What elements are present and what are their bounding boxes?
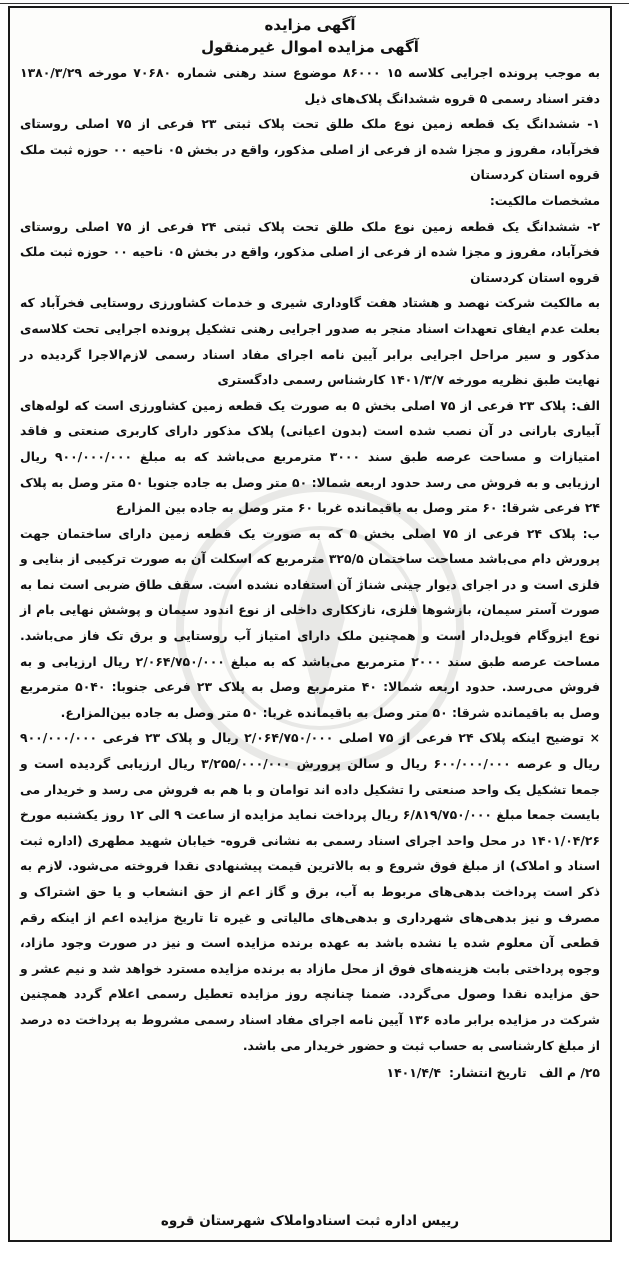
paragraph-intro: به موجب پرونده اجرایی کلاسه ۱۵ ۸۶۰۰۰ موضوع سند رهنی شماره ۷۰۶۸۰ مورخه ۱۳۸۰/۳/۲۹ دفتر اسناد رسمی ۵ قروه ششدانگ پلاک‌های ذیل [20,65,600,106]
top-rule [0,3,629,4]
notice-code: ۲۵/ م الف [538,1065,600,1081]
paragraph-conditions: × توضیح اینکه پلاک ۲۴ فرعی از ۷۵ اصلی ۲/۰۶۴/۷۵۰/۰۰۰ ریال و پلاک ۲۳ فرعی ۹۰۰/۰۰۰/۰۰۰ ریال و عرصه ۶۰۰/۰۰۰/۰۰۰ ریال و سالن پرورش ۳/۲۵۵/۰۰۰/۰۰۰ ریال ارزیابی گردیده است و جمعا تشکیل یک واحد صنعتی را تشکیل داده اند توامان و با هم به فروش می رسد و خریدار می بایست جمعا مبلغ ۶/۸۱۹/۷۵۰/۰۰۰ ریال پرداخت نماید مزایده از ساعت ۹ الی ۱۲ روز یکشنبه مورخ ۱۴۰۱/۰۴/۲۶ در محل واحد اجرای اسناد رسمی به نشانی قروه- خیابان شهید مطهری (اداره ثبت اسناد و املاک) از مبلغ فوق شروع و به بالاترین قیمت پیشنهادی نقدا فروخته می‌شود. لازم به ذکر است پرداخت بدهی‌های مربوط به آب، برق و گاز اعم از حق انشعاب و یا حق اشتراک و مصرف و نیز بدهی‌های شهرداری و بدهی‌های مالیاتی و غیره تا تاریخ مزایده اعم از اینکه رقم قطعی آن معلوم شده یا نشده باشد به عهده برنده مزایده است و نیز در صورت وجود مازاد، وجوه پرداختی بابت هزینه‌های فوق از محل مازاد به برنده مزایده مسترد خواهد شد و نیم عشر و حق مزایده نقدا وصول می‌گردد. ضمنا چنانچه روز مزایده تعطیل رسمی اعلام گردد همچنین شرکت در مزایده برابر ماده ۱۳۶ آیین نامه اجرای مفاد اسناد رسمی مشروط به پرداخت ده درصد از مبلغ کارشناسی به حساب ثبت و حضور خریدار می باشد. [20,730,600,1053]
publish-date-label: تاریخ انتشار: [448,1065,527,1081]
notice-subtitle: آگهی مزایده اموال غیرمنقول [201,38,419,56]
paragraph-plot-23: الف: پلاک ۲۳ فرعی از ۷۵ اصلی بخش ۵ به صورت یک قطعه زمین کشاورزی است که لوله‌های آبیاری بارانی در آن نصب شده است (بدون اعیانی) پلاک مذکور دارای کاربری صنعتی و فاقد امتیازات و مساحت عرصه طبق سند ۳۰۰۰ مترمربع می‌باشد که به مبلغ ۹۰۰/۰۰۰/۰۰۰ ریال ارزیابی و به فروش می رسد حدود اربعه شمالا: ۵۰ متر وصل به جاده جنوبا ۵۰ متر وصل به پلاک ۲۴ فرعی شرقا: ۶۰ متر وصل به باقیمانده غربا ۶۰ متر وصل به جاده بین المزارع [20,397,600,516]
notice-body [20,60,600,1058]
paragraph-ownership-label: مشخصات مالکیت: [489,192,600,208]
paragraph-item-2: ۲- ششدانگ یک قطعه زمین نوع ملک طلق تحت پلاک ثبتی ۲۴ فرعی از ۷۵ اصلی روستای فخرآباد، مفروز و مجزا شده از فرعی از اصلی مذکور، واقع در بخش ۰۵ ناحیه ۰۰ حوزه ثبت ملک قروه استان کردستان [20,218,601,285]
paragraph-owner: به مالکیت شرکت نهصد و هشتاد هفت گاوداری شیری و خدمات کشاورزی روستایی فخرآباد که بعلت عدم ایفای تعهدات اسناد منجر به صدور اجرایی رهنی تشکیل پرونده اجرایی تحت کلاسه‌ی مذکور و سیر مراحل اجرایی برابر آیین نامه اجرای مفاد اسناد رسمی لازم‌الاجرا گردیده در نهایت طبق نظریه مورخه ۱۴۰۱/۳/۷ کارشناس رسمی دادگستری [20,295,600,388]
paragraph-plot-24: ب: پلاک ۲۴ فرعی از ۷۵ اصلی بخش ۵ که به صورت یک قطعه زمین دارای ساختمان جهت پرورش دام می‌باشد مساحت ساختمان ۳۲۵/۵ مترمربع که اسکلت آن به صورت ترکیبی از بنایی و فلزی است و در اجرای دیوار چینی شناژ آن استفاده نشده است. سقف طاق ضربی است نما به صورت آستر سیمان، بازشوها فلزی، نازککاری داخلی از نوع اندود سیمان و پوشش نهایی بام از نوع ایزوگام فویل‌دار است و همچنین ملک دارای امتیاز آب روستایی و برق تک فاز می‌باشد. مساحت عرصه طبق سند ۲۰۰۰ مترمربع می‌باشد که به مبلغ ۲/۰۶۴/۷۵۰/۰۰۰ ریال ارزیابی و به فروش می‌رسد. حدود اربعه شمالا: ۴۰ مترمربع وصل به پلاک ۲۳ فرعی جنوبا: ۵۰۴۰ مترمربع وصل به باقیمانده شرقا: ۵۰ متر وصل به باقیمانده غربا: ۵۰ متر وصل به جاده بین‌المزارع. [20,525,601,720]
notice-panel [8,6,612,1242]
footer-meta [20,1060,600,1086]
publish-date-value: ۱۴۰۱/۴/۴ [386,1065,441,1081]
notice-title: آگهی مزایده [264,16,356,34]
paragraph-item-1: ۱- ششدانگ یک قطعه زمین نوع ملک طلق تحت پلاک ثبتی ۲۳ فرعی از ۷۵ اصلی روستای فخرآباد، مفروز و مجزا شده از فرعی از اصلی مذکور، واقع در بخش ۰۵ ناحیه ۰۰ حوزه ثبت ملک قروه استان کردستان [20,116,601,183]
signature-line: رییس اداره ثبت اسناد‌واملاک شهرستان قروه [160,1213,460,1229]
